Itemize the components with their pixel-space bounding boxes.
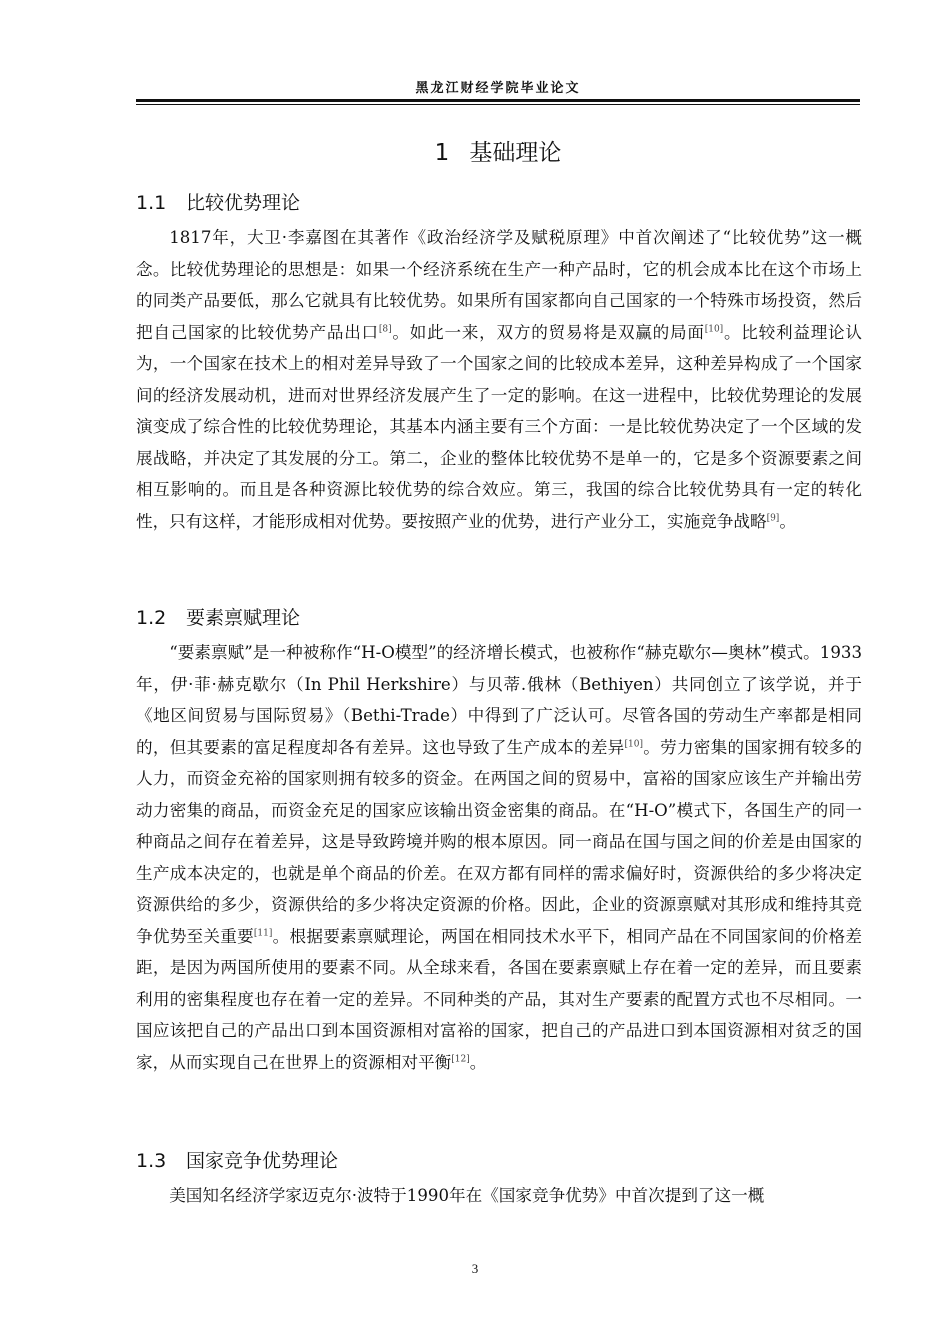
text-run: 。比较利益理论认为，一个国家在技术上的相对差异导致了一个国家之间的比较成本差异，这种差异构成了一个国家间的经济发展动机，进而对世界经济发展产生了一定的影响。在这一进程中，比较优势理论的发展演变成了综合性的比较优势理论，其基本内涵主要有三个方面：一是比较优势决定了一个区域的发展战略，并决定了其发展的分工。第二，企业的整体比较优势不是单一的，它是多个资源要素之间相互影响的。而且是各种资源比较优势的综合效应。第三，我国的综合比较优势具有一定的转化性，只有这样，才能形成相对优势。要按照产业的优势，进行产业分工，实施竞争战略 <box>136 322 863 531</box>
text-run: 。如此一来，双方的贸易将是双赢的局面 <box>391 322 705 342</box>
section-title: 要素禀赋理论 <box>186 607 301 629</box>
section-heading-1-1 <box>136 188 860 218</box>
page-number: 3 <box>471 1261 479 1276</box>
section-number: 1.3 <box>136 1150 167 1172</box>
section-heading-1-2 <box>136 603 860 633</box>
section-number: 1.1 <box>136 192 167 214</box>
chapter-title <box>136 134 860 167</box>
paragraph-comparative-advantage <box>136 222 862 537</box>
section-number: 1.2 <box>136 607 167 629</box>
section-title: 国家竞争优势理论 <box>186 1150 339 1172</box>
text-run: 1817年，大卫·李嘉图在其著作《政治经济学及赋税原理》中首次阐述了“比较优势”这一概念。比较优势理论的思想是：如果一个经济系统在生产一种产品时，它的机会成本比在这个市场上的同类产品要低，那么它就具有比较优势。如果所有国家都向自己国家的一个特殊市场投资，然后把自己国家的比较优势产品出口 <box>136 228 862 342</box>
citation-ref: [8] <box>378 323 392 334</box>
running-header: 黑龙江财经学院毕业论文 <box>415 81 581 96</box>
text-run: 。根据要素禀赋理论，两国在相同技术水平下，相同产品在不同国家间的价格差距，是因为两国所使用的要素不同。从全球来看，各国在要素禀赋上存在着一定的差异，而且要素利用的密集程度也存在着一定的差异。不同种类的产品，其对生产要素的配置方式也不尽相同。一国应该把自己的产品出口到本国资源相对富裕的国家，把自己的产品进口到本国资源相对贫乏的国家，从而实现自己在世界上的资源相对平衡 <box>136 926 863 1072</box>
chapter-number: 1 <box>434 140 450 166</box>
section-title: 比较优势理论 <box>186 192 301 214</box>
text-run: 。 <box>779 511 796 531</box>
section-heading-1-3 <box>136 1146 860 1176</box>
citation-ref: [12] <box>451 1053 470 1064</box>
text-run: “要素禀赋”是一种被称作“H-O模型”的经济增长模式，也被称作“赫克歇尔—奥林”模式。1933年，伊·菲·赫克歇尔（In Phil Herkshire）与贝蒂.俄林（Bethiyen）共同创立了该学说，并于《地区间贸易与国际贸易》（Bethi-Trade）中得到了广泛认可。尽管各国的劳动生产率都是相同的，但其要素的富足程度却各有差异。这也导致了生产成本的差异 <box>136 643 862 757</box>
text-run: 。 <box>469 1052 487 1072</box>
citation-ref: [10] <box>704 323 724 334</box>
citation-ref: [9] <box>766 512 780 523</box>
header-rule-thick <box>136 99 860 102</box>
text-run: 。劳力密集的国家拥有较多的人力，而资金充裕的国家则拥有较多的资金。在两国之间的贸易中，富裕的国家应该生产并输出劳动力密集的商品，而资金充足的国家应该输出资金密集的商品。在“H-O”模式下，各国生产的同一种商品之间存在着差异，这是导致跨境并购的根本原因。同一商品在国与国之间的价差是由国家的生产成本决定的，也就是单个商品的价差。在双方都有同样的需求偏好时，资源供给的多少将决定资源供给的多少，资源供给的多少将决定资源的价格。因此，企业的资源禀赋对其形成和维持其竞争优势至关重要 <box>136 737 863 946</box>
citation-ref: [11] <box>253 927 273 938</box>
chapter-title-text: 基础理论 <box>469 140 562 166</box>
paragraph-factor-endowment <box>136 637 862 1078</box>
text-run: 美国知名经济学家迈克尔·波特于1990年在《国家竞争优势》中首次提到了这一概 <box>169 1186 765 1205</box>
header-rule-thin <box>136 104 860 105</box>
citation-ref: [10] <box>624 738 644 749</box>
paragraph-national-competitive-advantage <box>136 1180 862 1212</box>
